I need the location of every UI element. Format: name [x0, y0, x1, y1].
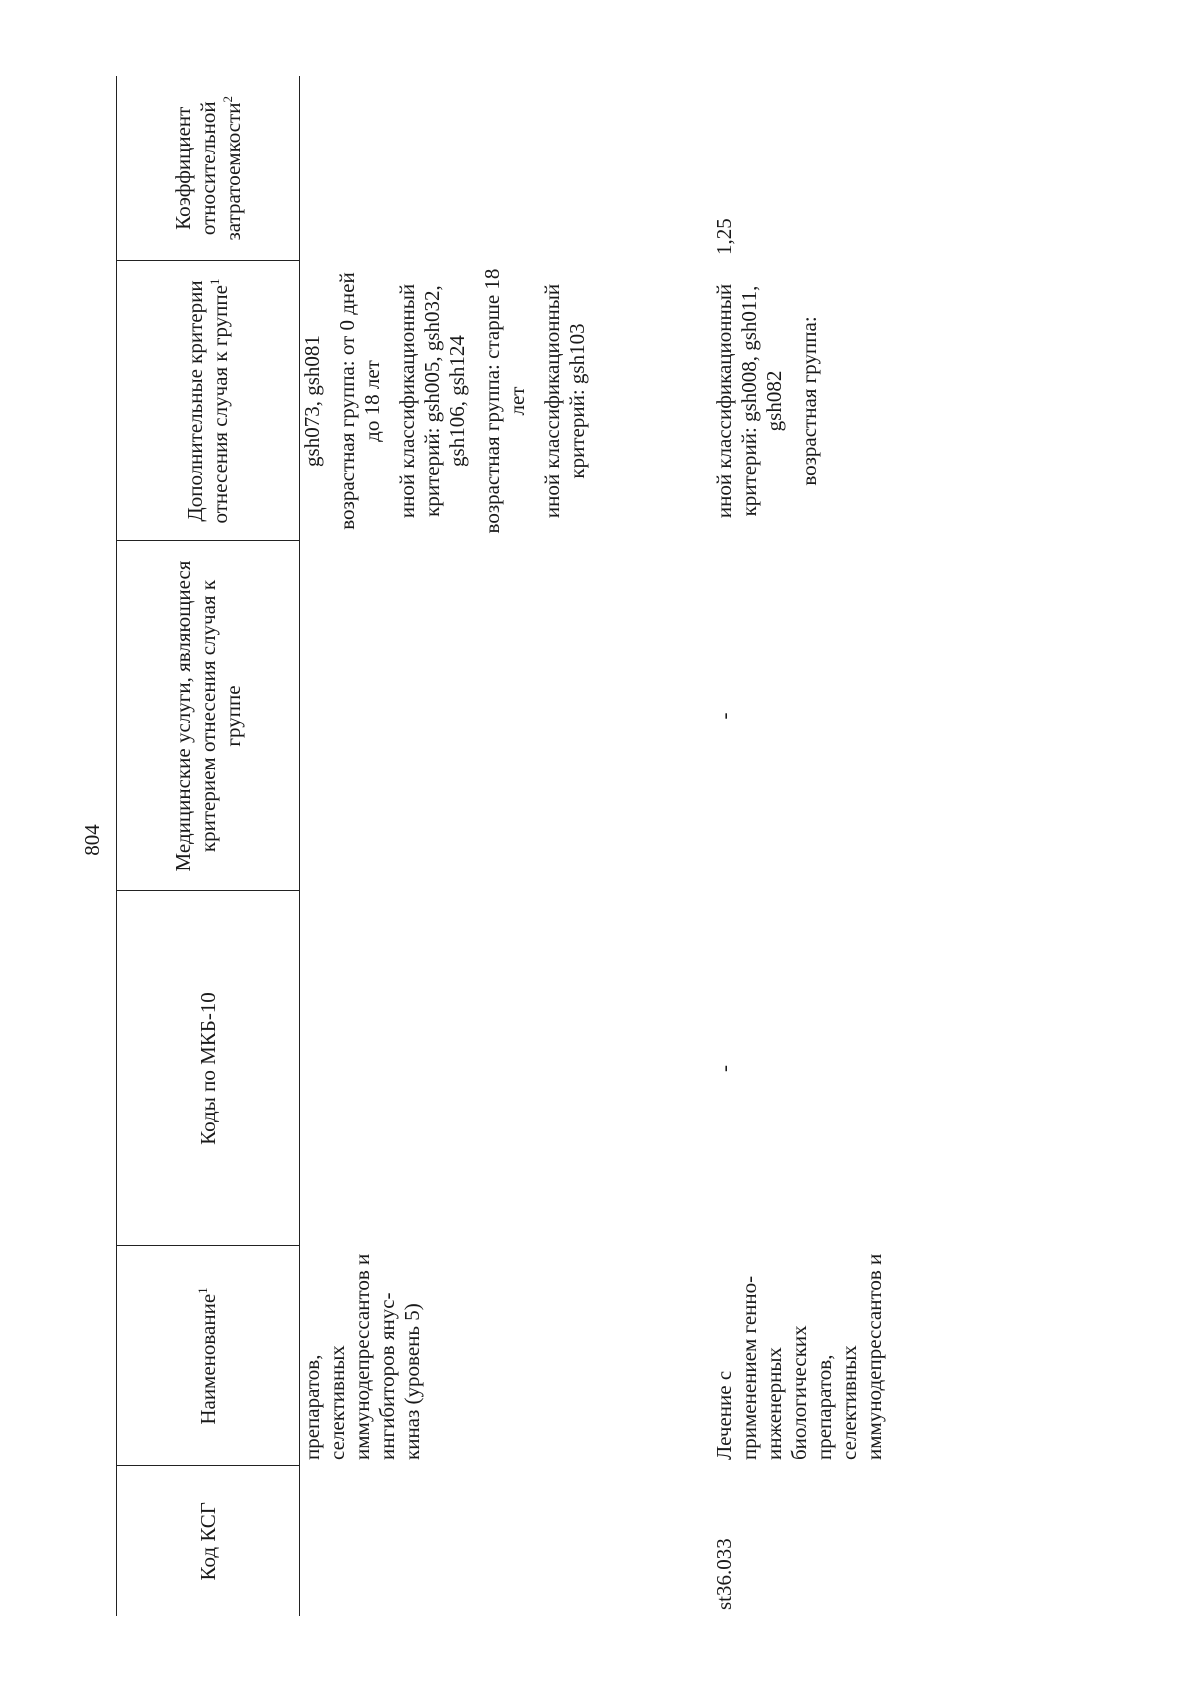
header-ksg-code: Код КСГ	[117, 1466, 300, 1616]
table-row	[300, 76, 713, 1616]
criterion-text: иной классификационный критерий: gsh005, gsh032, gsh106, gsh124	[395, 283, 469, 519]
header-cost-coefficient: Коэффициент относительной затратоемкости$^2$	[117, 76, 300, 261]
page-number: 804	[80, 824, 104, 856]
criterion-text: возрастная группа: старше 18 лет	[480, 268, 529, 534]
criterion-text: иной классификационный критерий: gsh103	[540, 283, 589, 519]
criterion-text: иной классификационный критерий: gsh008, gsh011, gsh082	[712, 283, 786, 519]
cell-ksg-code	[300, 1466, 713, 1616]
table-row	[712, 76, 887, 1616]
table-header-row	[117, 76, 300, 1616]
cell-name: препаратов, селективных иммунодепрессантов и ингибиторов янус-киназ (уровень 5)	[300, 1253, 424, 1460]
criterion-text: gsh073, gsh081	[300, 335, 324, 467]
header-additional-criteria: Дополнительные критерии отнесения случая к группе$^1$	[117, 261, 300, 541]
cell-criteria	[712, 261, 887, 541]
cell-coefficient	[300, 76, 713, 261]
header-name: Наименование$^1$	[117, 1246, 300, 1466]
criterion-text: возрастная группа:	[797, 316, 821, 486]
cell-criteria	[300, 261, 713, 541]
header-medical-services: Медицинские услуги, являющиеся критерием отнесения случая к группе	[117, 541, 300, 891]
cell-ksg-code: st36.033	[712, 1538, 736, 1610]
ksg-table-block	[116, 76, 1156, 1616]
cell-services: -	[712, 712, 736, 720]
cell-icd10: -	[712, 1065, 736, 1072]
cell-services	[300, 541, 713, 891]
cell-icd10	[300, 891, 713, 1246]
criterion-text: возрастная группа: от 0 дней до 18 лет	[335, 272, 384, 530]
ksg-table	[116, 76, 887, 1616]
cell-coefficient: 1,25	[712, 218, 736, 255]
cell-name: Лечение с применением генно-инженерных биологических препаратов, селективных иммунодепрессантов и	[712, 1253, 886, 1460]
header-icd10-codes: Коды по МКБ-10	[117, 891, 300, 1246]
